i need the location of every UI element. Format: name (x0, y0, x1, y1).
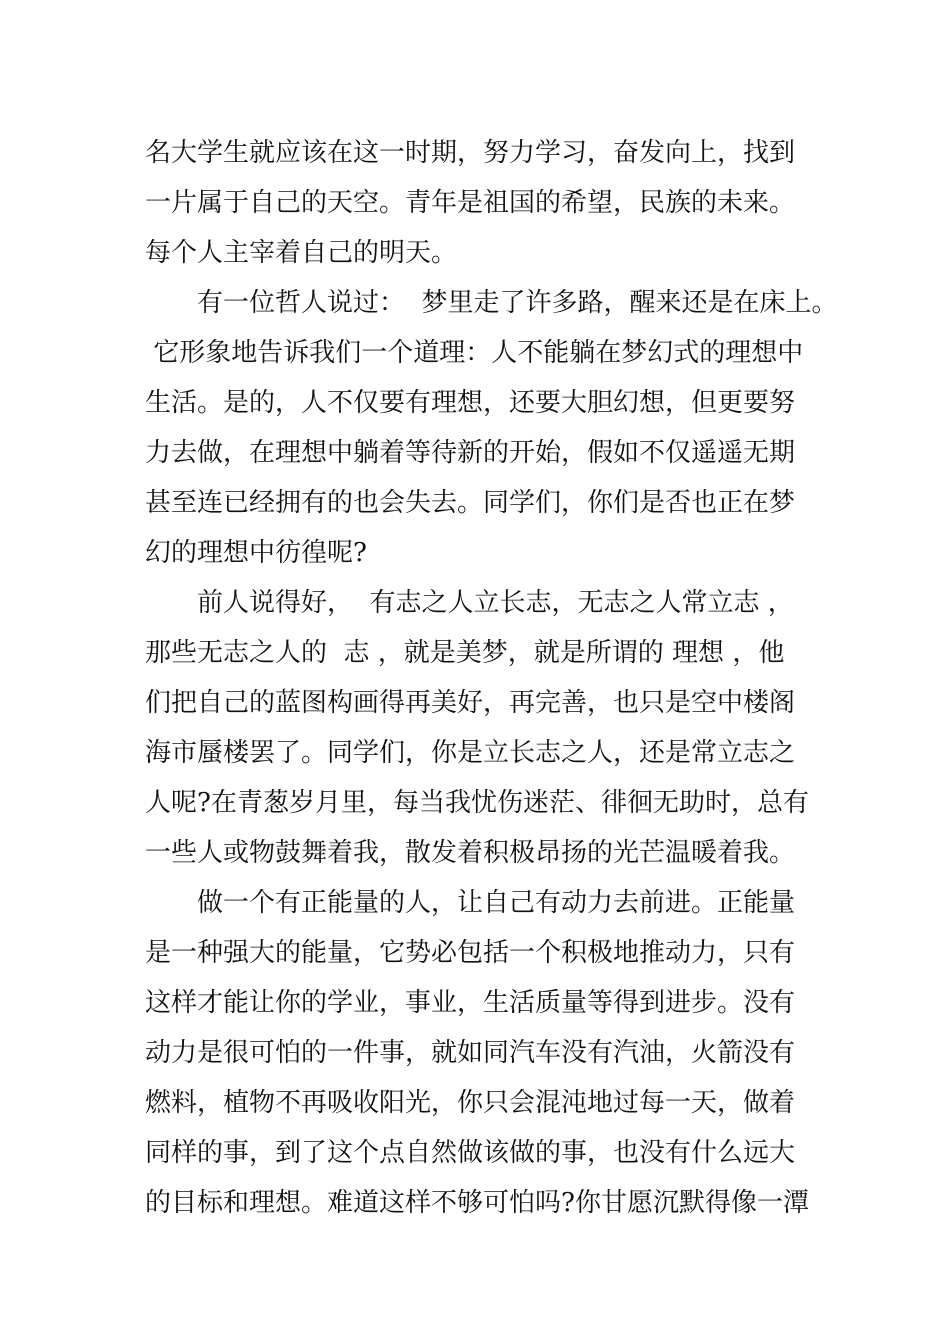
text-line: 人呢?在青葱岁月里，每当我忧伤迷茫、徘徊无助时，总有 (145, 788, 809, 818)
text-line: 每个人主宰着自己的明天。 (145, 238, 458, 268)
text-line: 幻的理想中彷徨呢? (145, 538, 367, 568)
text-line: 是一种强大的能量，它势必包括一个积极地推动力，只有 (145, 938, 796, 968)
text-line: 海市蜃楼罢了。同学们，你是立长志之人，还是常立志之 (145, 738, 796, 768)
text-line: 们把自己的蓝图构画得再美好，再完善，也只是空中楼阁 (145, 688, 796, 718)
text-line: 甚至连已经拥有的也会失去。同学们，你们是否也正在梦 (145, 488, 796, 518)
text-line: 生活。是的，人不仅要有理想，还要大胆幻想，但更要努 (145, 388, 796, 418)
text-line: 它形象地告诉我们一个道理：人不能躺在梦幻式的理想中 (145, 338, 804, 368)
text-line: 一些人或物鼓舞着我，散发着积极昂扬的光芒温暖着我。 (145, 838, 796, 868)
text-line: 动力是很可怕的一件事，就如同汽车没有汽油，火箭没有 (145, 1038, 796, 1068)
text-line: 同样的事，到了这个点自然做该做的事，也没有什么远大 (145, 1138, 796, 1168)
text-line: 那些无志之人的 志 ，就是美梦，就是所谓的 理想 ，他 (145, 638, 785, 668)
text-line: 力去做，在理想中躺着等待新的开始，假如不仅遥遥无期 (145, 438, 796, 468)
paragraph-first-line: 做一个有正能量的人，让自己有动力去前进。正能量 (197, 888, 796, 918)
text-line: 这样才能让你的学业，事业，生活质量等得到进步。没有 (145, 988, 796, 1018)
text-line: 的目标和理想。难道这样不够可怕吗?你甘愿沉默得像一潭 (145, 1188, 809, 1218)
paragraph-first-line: 有一位哲人说过： 梦里走了许多路，醒来还是在床上。 (197, 288, 838, 318)
paragraph-first-line: 前人说得好， 有志之人立长志，无志之人常立志 ， (197, 588, 794, 618)
text-line: 一片属于自己的天空。青年是祖国的希望，民族的未来。 (145, 188, 796, 218)
text-line: 燃料，植物不再吸收阳光，你只会混沌地过每一天，做着 (145, 1088, 796, 1118)
text-line: 名大学生就应该在这一时期，努力学习，奋发向上，找到 (145, 138, 796, 168)
